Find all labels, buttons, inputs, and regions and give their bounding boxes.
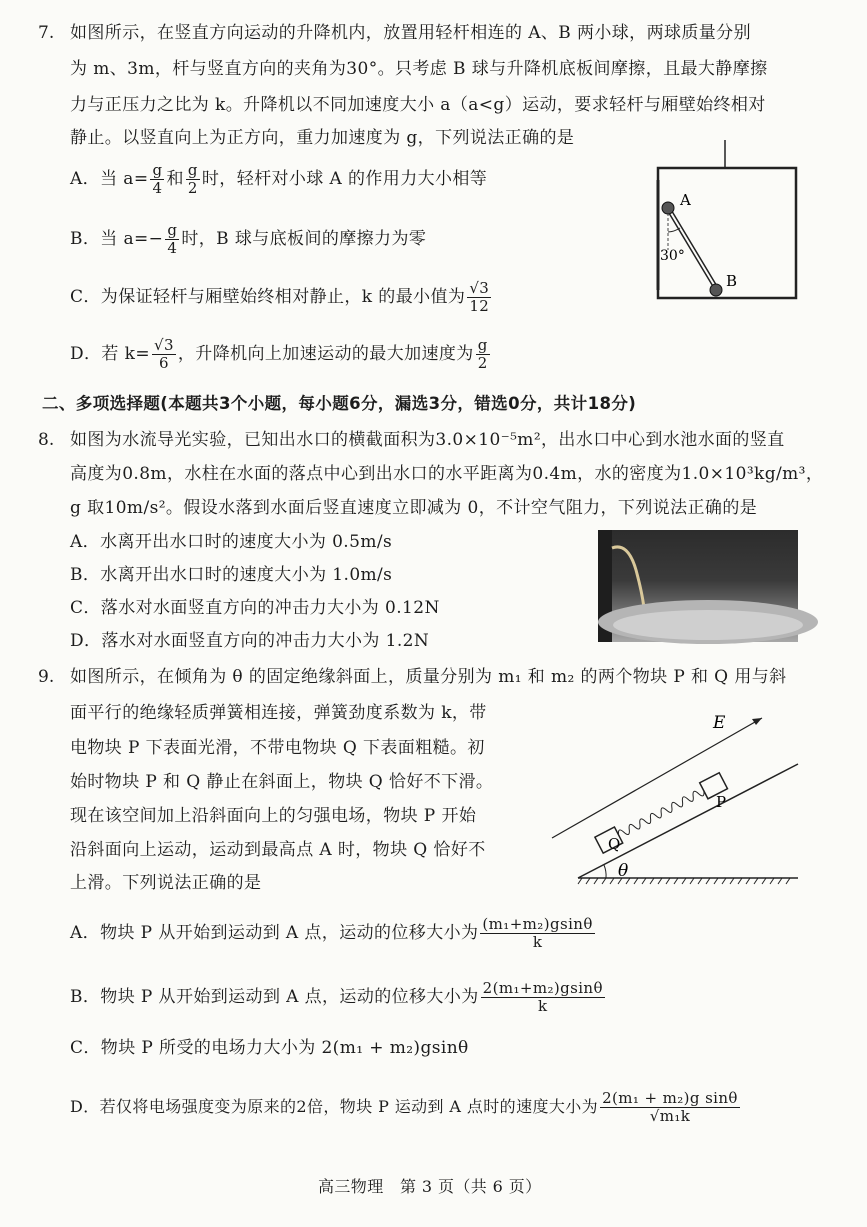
q8-stem-line-3: g 取10m/s²。假设水落到水面后竖直速度立即减为 0，不计空气阻力，下列说法正确的是 bbox=[70, 498, 758, 518]
field-line bbox=[552, 718, 762, 838]
q8-option-b: B．水离开出水口时的速度大小为 1.0m/s bbox=[70, 565, 393, 585]
q9-stem-line-7: 上滑。下列说法正确的是 bbox=[70, 873, 262, 893]
q8-stem-line-2: 高度为0.8m，水柱在水面的落点中心到出水口的水平距离为0.4m，水的密度为1.0×10³kg/m³， bbox=[70, 464, 824, 484]
label-theta: θ bbox=[618, 861, 629, 881]
label-b: B bbox=[726, 272, 738, 290]
section-heading: 二、多项选择题(本题共3个小题，每小题6分，漏选3分，错选0分，共计18分) bbox=[42, 394, 637, 413]
label-a: A bbox=[680, 191, 691, 209]
q7-option-d: D．若 k= $\frac{√3}{6}$ ，升降机向上加速运动的最大加速度为 $\frac{g}{2}$ bbox=[70, 336, 488, 372]
q9-option-d: D．若仅将电场强度变为原来的2倍，物块 P 运动到 A 点时的速度大小为 $\frac{\text{2(m₁ + m₂)g sinθ}}{\text{√m₁k}}$ bbox=[70, 1089, 738, 1125]
water-jet-photo bbox=[598, 530, 798, 642]
incline-surface bbox=[578, 764, 798, 878]
q7-option-c: C．为保证轻杆与厢壁始终相对静止，k 的最小值为 $\frac{√3}{12}$ bbox=[70, 279, 490, 315]
page-footer: 高三物理 第 3 页（共 6 页） bbox=[318, 1177, 542, 1196]
q9-stem-line-1: 如图所示，在倾角为 θ 的固定绝缘斜面上，质量分别为 m₁ 和 m₂ 的两个物块 P 和 Q 用与斜 bbox=[70, 667, 787, 687]
angle-arc bbox=[668, 228, 680, 232]
q9-number: 9. bbox=[38, 667, 55, 687]
q7-stem-line-4: 静止。以竖直向上为正方向，重力加速度为 g，下列说法正确的是 bbox=[70, 128, 575, 148]
q9-option-a: A．物块 P 从开始到运动到 A 点，运动的位移大小为 $\frac{\text{(m₁+m₂)gsinθ}}{k}$ bbox=[70, 915, 593, 951]
ball-b bbox=[710, 284, 722, 296]
q7-stem-line-1: 如图所示，在竖直方向运动的升降机内，放置用轻杆相连的 A、B 两小球，两球质量分别 bbox=[70, 23, 751, 43]
spring bbox=[617, 787, 706, 838]
q7-option-a: A．当 a= $\frac{g}{4}$ 和 $\frac{g}{2}$ 时，轻杆对小球 A 的作用力大小相等 bbox=[70, 161, 488, 197]
q9-stem-line-4: 始时物块 P 和 Q 静止在斜面上，物块 Q 恰好不下滑。 bbox=[70, 772, 494, 792]
q9-stem-line-3: 电物块 P 下表面光滑，不带电物块 Q 下表面粗糙。初 bbox=[70, 738, 485, 758]
incline-figure bbox=[548, 700, 808, 890]
ball-a bbox=[662, 202, 674, 214]
q9-option-c: C．物块 P 所受的电场力大小为 2(m₁ + m₂)gsinθ bbox=[70, 1038, 469, 1058]
q9-option-b: B．物块 P 从开始到运动到 A 点，运动的位移大小为 $\frac{\text{2(m₁+m₂)gsinθ}}{k}$ bbox=[70, 979, 603, 1015]
label-e: E bbox=[713, 713, 726, 733]
q9-stem-line-5: 现在该空间加上沿斜面向上的匀强电场，物块 P 开始 bbox=[70, 806, 477, 826]
q9-stem-line-6: 沿斜面向上运动，运动到最高点 A 时，物块 Q 恰好不 bbox=[70, 840, 486, 860]
label-angle: 30° bbox=[660, 248, 685, 264]
theta-arc bbox=[604, 865, 606, 878]
q7-option-b: B．当 a=− $\frac{g}{4}$ 时，B 球与底板间的摩擦力为零 bbox=[70, 221, 427, 257]
label-p: P bbox=[716, 793, 727, 811]
q8-number: 8. bbox=[38, 430, 55, 450]
q8-option-a: A．水离开出水口时的速度大小为 0.5m/s bbox=[70, 532, 393, 552]
elevator-figure bbox=[650, 140, 810, 310]
field-arrow-head bbox=[752, 718, 762, 725]
q7-stem-line-3: 力与正压力之比为 k。升降机以不同加速度大小 a（a<g）运动，要求轻杆与厢壁始终相对 bbox=[70, 95, 766, 115]
q7-stem-line-2: 为 m、3m，杆与竖直方向的夹角为30°。只考虑 B 球与升降机底板间摩擦，且最大静摩擦 bbox=[70, 59, 768, 79]
label-q: Q bbox=[608, 835, 621, 853]
q8-stem-line-1: 如图为水流导光实验，已知出水口的横截面积为3.0×10⁻⁵m²，出水口中心到水池水面的竖直 bbox=[70, 430, 785, 450]
q8-option-c: C．落水对水面竖直方向的冲击力大小为 0.12N bbox=[70, 598, 440, 618]
q7-number: 7. bbox=[38, 23, 55, 43]
q9-stem-line-2: 面平行的绝缘轻质弹簧相连接，弹簧劲度系数为 k，带 bbox=[70, 703, 487, 723]
q8-option-d: D．落水对水面竖直方向的冲击力大小为 1.2N bbox=[70, 631, 430, 651]
